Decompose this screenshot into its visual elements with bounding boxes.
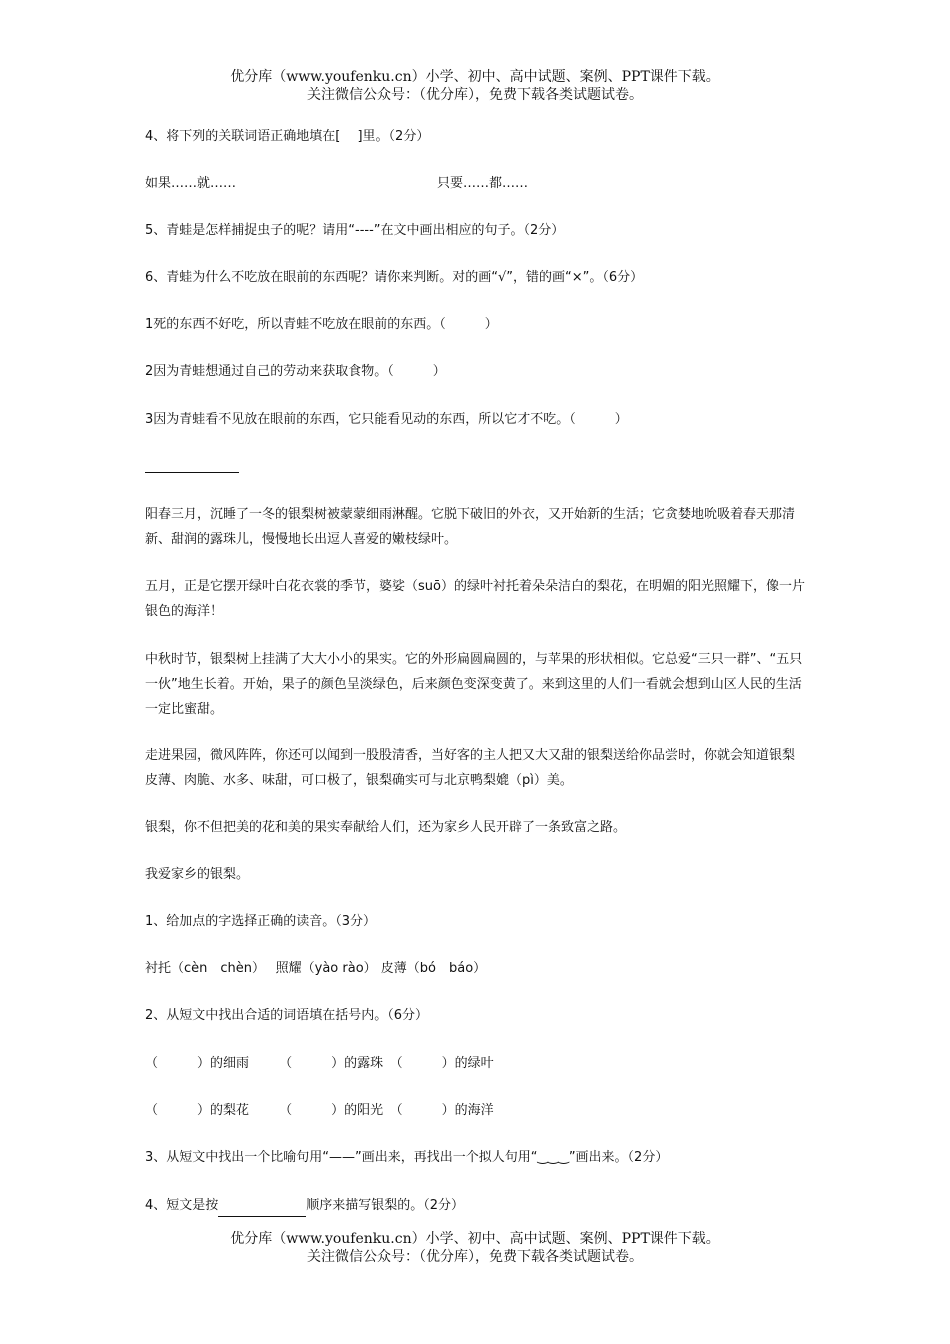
part2-q2-row-1: （ ）的细雨 （ ）的露珠 （ ）的绿叶 [145,1056,494,1071]
passage-paragraph-6: 我爱家乡的银梨。 [145,867,250,882]
question-5: 5、青蛙是怎样捕捉虫子的呢？请用“----”在文中画出相应的句子。（2分） [145,223,565,238]
footer-line-2: 关注微信公众号：（优分库），免费下载各类试题试卷。 [307,1249,643,1265]
passage-paragraph-4: 走进果园，微风阵阵，你还可以闻到一股股清香，当好客的主人把又大又甜的银梨送给你品尝时，你就会知道银梨皮薄、肉脆、水多、味甜，可口极了，银梨确实可与北京鸭梨媲（pì）美。 [145,748,796,788]
q4-suffix: 顺序来描写银梨的。（2分） [306,1198,465,1213]
passage-paragraph-1: 阳春三月，沉睡了一冬的银梨树被蒙蒙细雨淋醒。它脱下破旧的外衣，又开始新的生活；它贪婪地吮吸着春天那清新、甜润的露珠儿，慢慢地长出逗人喜爱的嫩枝绿叶。 [145,507,796,547]
q6-statement-2: 2因为青蛙想通过自己的劳动来获取食物。（ ） [145,364,446,379]
q4-option-1: 如果……就…… [145,176,237,191]
footer-line-1: 优分库（www.youfenku.cn）小学、初中、高中试题、案例、PPT课件下载。 [230,1231,720,1247]
passage-paragraph-5: 银梨，你不但把美的花和美的果实奉献给人们，还为家乡人民开辟了一条致富之路。 [145,820,627,835]
passage-paragraph-2: 五月，正是它摆开绿叶白花衣裳的季节，婆娑（suō）的绿叶衬托着朵朵洁白的梨花，在明媚的阳光照耀下，像一片银色的海洋！ [145,579,805,619]
question-6: 6、青蛙为什么不吃放在眼前的东西呢？请你来判断。对的画“√”，错的画“×”。（6分） [145,270,644,285]
part2-question-3: 3、从短文中找出一个比喻句用“——”画出来，再找出一个拟人句用“‿‿‿”画出来。（2分） [145,1150,669,1165]
passage-paragraph-3: 中秋时节，银梨树上挂满了大大小小的果实。它的外形扁圆扁圆的，与苹果的形状相似。它总爱“三只一群”、“五只一伙”地生长着。开始，果子的颜色呈淡绿色，后来颜色变深变黄了。来到这里的人们一看就会想到山区人民的生活一定比蜜甜。 [145,652,803,717]
part2-question-1: 1、给加点的字选择正确的读音。（3分） [145,914,377,929]
q6-statement-3: 3因为青蛙看不见放在眼前的东西，它只能看见动的东西，所以它才不吃。（ ） [145,412,628,427]
part2-question-4 [145,1196,464,1217]
part2-q2-row-2: （ ）的梨花 （ ）的阳光 （ ）的海洋 [145,1103,494,1118]
page-header [0,68,950,104]
header-line-2: 关注微信公众号：（优分库），免费下载各类试题试卷。 [307,87,643,103]
section-divider [145,472,239,473]
page-footer [0,1230,950,1266]
q4-answer-blank[interactable] [218,1196,306,1217]
header-line-1: 优分库（www.youfenku.cn）小学、初中、高中试题、案例、PPT课件下载。 [230,69,720,85]
q6-statement-1: 1死的东西不好吃，所以青蛙不吃放在眼前的东西。（ ） [145,317,498,332]
part2-q1-items: 衬托（cèn chèn） 照耀（yào rào） 皮薄（bó báo） [145,961,487,976]
part2-question-2: 2、从短文中找出合适的词语填在括号内。（6分） [145,1008,429,1023]
q4-prefix: 4、短文是按 [145,1198,219,1213]
q4-option-2: 只要……都…… [437,176,529,191]
question-4-conjunctions: 4、将下列的关联词语正确地填在[ ]里。（2分） [145,129,430,144]
